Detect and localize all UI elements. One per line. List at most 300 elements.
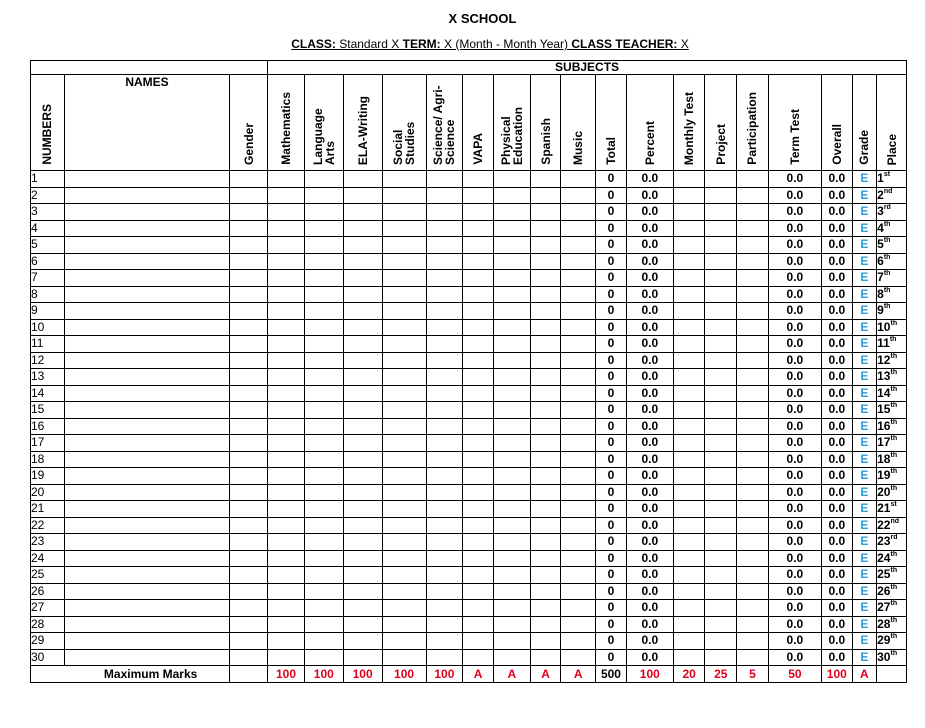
social-studies-cell[interactable] <box>382 369 426 386</box>
participation-cell[interactable] <box>737 501 769 518</box>
spanish-cell[interactable] <box>530 187 561 204</box>
mathematics-cell[interactable] <box>268 534 305 551</box>
music-cell[interactable] <box>561 187 596 204</box>
ela-writing-cell[interactable] <box>343 633 382 650</box>
monthly-test-cell[interactable] <box>673 253 705 270</box>
ela-writing-cell[interactable] <box>343 385 382 402</box>
monthly-test-cell[interactable] <box>673 435 705 452</box>
physical-education-cell[interactable] <box>493 286 530 303</box>
music-cell[interactable] <box>561 270 596 287</box>
ela-writing-cell[interactable] <box>343 517 382 534</box>
vapa-cell[interactable] <box>463 270 494 287</box>
project-cell[interactable] <box>705 616 737 633</box>
music-cell[interactable] <box>561 435 596 452</box>
mathematics-cell[interactable] <box>268 352 305 369</box>
music-cell[interactable] <box>561 319 596 336</box>
science-cell[interactable] <box>426 649 463 666</box>
social-studies-cell[interactable] <box>382 435 426 452</box>
science-cell[interactable] <box>426 451 463 468</box>
vapa-cell[interactable] <box>463 534 494 551</box>
name-cell[interactable] <box>64 286 230 303</box>
music-cell[interactable] <box>561 286 596 303</box>
vapa-cell[interactable] <box>463 402 494 419</box>
ela-writing-cell[interactable] <box>343 220 382 237</box>
social-studies-cell[interactable] <box>382 468 426 485</box>
science-cell[interactable] <box>426 534 463 551</box>
language-arts-cell[interactable] <box>304 583 343 600</box>
gender-cell[interactable] <box>230 583 268 600</box>
science-cell[interactable] <box>426 319 463 336</box>
social-studies-cell[interactable] <box>382 187 426 204</box>
mathematics-cell[interactable] <box>268 517 305 534</box>
spanish-cell[interactable] <box>530 484 561 501</box>
vapa-cell[interactable] <box>463 649 494 666</box>
social-studies-cell[interactable] <box>382 220 426 237</box>
monthly-test-cell[interactable] <box>673 484 705 501</box>
mathematics-cell[interactable] <box>268 253 305 270</box>
science-cell[interactable] <box>426 286 463 303</box>
vapa-cell[interactable] <box>463 171 494 188</box>
music-cell[interactable] <box>561 237 596 254</box>
gender-cell[interactable] <box>230 352 268 369</box>
monthly-test-cell[interactable] <box>673 187 705 204</box>
monthly-test-cell[interactable] <box>673 237 705 254</box>
language-arts-cell[interactable] <box>304 303 343 320</box>
gender-cell[interactable] <box>230 600 268 617</box>
science-cell[interactable] <box>426 435 463 452</box>
project-cell[interactable] <box>705 435 737 452</box>
music-cell[interactable] <box>561 402 596 419</box>
mathematics-cell[interactable] <box>268 237 305 254</box>
mathematics-cell[interactable] <box>268 649 305 666</box>
participation-cell[interactable] <box>737 649 769 666</box>
spanish-cell[interactable] <box>530 336 561 353</box>
social-studies-cell[interactable] <box>382 451 426 468</box>
gender-cell[interactable] <box>230 451 268 468</box>
gender-cell[interactable] <box>230 501 268 518</box>
spanish-cell[interactable] <box>530 435 561 452</box>
name-cell[interactable] <box>64 171 230 188</box>
physical-education-cell[interactable] <box>493 616 530 633</box>
gender-cell[interactable] <box>230 187 268 204</box>
vapa-cell[interactable] <box>463 600 494 617</box>
ela-writing-cell[interactable] <box>343 534 382 551</box>
vapa-cell[interactable] <box>463 286 494 303</box>
spanish-cell[interactable] <box>530 600 561 617</box>
spanish-cell[interactable] <box>530 567 561 584</box>
gender-cell[interactable] <box>230 402 268 419</box>
monthly-test-cell[interactable] <box>673 270 705 287</box>
music-cell[interactable] <box>561 253 596 270</box>
music-cell[interactable] <box>561 534 596 551</box>
language-arts-cell[interactable] <box>304 633 343 650</box>
music-cell[interactable] <box>561 385 596 402</box>
music-cell[interactable] <box>561 204 596 221</box>
social-studies-cell[interactable] <box>382 616 426 633</box>
mathematics-cell[interactable] <box>268 435 305 452</box>
project-cell[interactable] <box>705 501 737 518</box>
language-arts-cell[interactable] <box>304 435 343 452</box>
spanish-cell[interactable] <box>530 616 561 633</box>
mathematics-cell[interactable] <box>268 336 305 353</box>
language-arts-cell[interactable] <box>304 418 343 435</box>
monthly-test-cell[interactable] <box>673 385 705 402</box>
music-cell[interactable] <box>561 451 596 468</box>
spanish-cell[interactable] <box>530 517 561 534</box>
spanish-cell[interactable] <box>530 385 561 402</box>
ela-writing-cell[interactable] <box>343 303 382 320</box>
participation-cell[interactable] <box>737 484 769 501</box>
project-cell[interactable] <box>705 451 737 468</box>
ela-writing-cell[interactable] <box>343 402 382 419</box>
project-cell[interactable] <box>705 303 737 320</box>
spanish-cell[interactable] <box>530 171 561 188</box>
name-cell[interactable] <box>64 220 230 237</box>
name-cell[interactable] <box>64 550 230 567</box>
participation-cell[interactable] <box>737 171 769 188</box>
gender-cell[interactable] <box>230 237 268 254</box>
project-cell[interactable] <box>705 583 737 600</box>
participation-cell[interactable] <box>737 286 769 303</box>
language-arts-cell[interactable] <box>304 649 343 666</box>
music-cell[interactable] <box>561 352 596 369</box>
science-cell[interactable] <box>426 550 463 567</box>
music-cell[interactable] <box>561 567 596 584</box>
social-studies-cell[interactable] <box>382 600 426 617</box>
music-cell[interactable] <box>561 583 596 600</box>
participation-cell[interactable] <box>737 435 769 452</box>
monthly-test-cell[interactable] <box>673 336 705 353</box>
vapa-cell[interactable] <box>463 468 494 485</box>
social-studies-cell[interactable] <box>382 303 426 320</box>
name-cell[interactable] <box>64 270 230 287</box>
project-cell[interactable] <box>705 352 737 369</box>
language-arts-cell[interactable] <box>304 484 343 501</box>
physical-education-cell[interactable] <box>493 435 530 452</box>
spanish-cell[interactable] <box>530 534 561 551</box>
gender-cell[interactable] <box>230 534 268 551</box>
monthly-test-cell[interactable] <box>673 303 705 320</box>
name-cell[interactable] <box>64 187 230 204</box>
science-cell[interactable] <box>426 633 463 650</box>
music-cell[interactable] <box>561 600 596 617</box>
project-cell[interactable] <box>705 517 737 534</box>
physical-education-cell[interactable] <box>493 484 530 501</box>
social-studies-cell[interactable] <box>382 336 426 353</box>
name-cell[interactable] <box>64 600 230 617</box>
project-cell[interactable] <box>705 600 737 617</box>
name-cell[interactable] <box>64 336 230 353</box>
mathematics-cell[interactable] <box>268 451 305 468</box>
physical-education-cell[interactable] <box>493 319 530 336</box>
participation-cell[interactable] <box>737 468 769 485</box>
mathematics-cell[interactable] <box>268 319 305 336</box>
vapa-cell[interactable] <box>463 303 494 320</box>
social-studies-cell[interactable] <box>382 270 426 287</box>
music-cell[interactable] <box>561 303 596 320</box>
participation-cell[interactable] <box>737 616 769 633</box>
participation-cell[interactable] <box>737 352 769 369</box>
project-cell[interactable] <box>705 237 737 254</box>
science-cell[interactable] <box>426 352 463 369</box>
mathematics-cell[interactable] <box>268 567 305 584</box>
social-studies-cell[interactable] <box>382 517 426 534</box>
music-cell[interactable] <box>561 550 596 567</box>
monthly-test-cell[interactable] <box>673 171 705 188</box>
name-cell[interactable] <box>64 501 230 518</box>
gender-cell[interactable] <box>230 633 268 650</box>
music-cell[interactable] <box>561 418 596 435</box>
gender-cell[interactable] <box>230 336 268 353</box>
name-cell[interactable] <box>64 402 230 419</box>
music-cell[interactable] <box>561 220 596 237</box>
social-studies-cell[interactable] <box>382 402 426 419</box>
physical-education-cell[interactable] <box>493 204 530 221</box>
social-studies-cell[interactable] <box>382 352 426 369</box>
mathematics-cell[interactable] <box>268 583 305 600</box>
spanish-cell[interactable] <box>530 649 561 666</box>
physical-education-cell[interactable] <box>493 171 530 188</box>
project-cell[interactable] <box>705 336 737 353</box>
mathematics-cell[interactable] <box>268 369 305 386</box>
name-cell[interactable] <box>64 484 230 501</box>
participation-cell[interactable] <box>737 336 769 353</box>
gender-cell[interactable] <box>230 435 268 452</box>
gender-cell[interactable] <box>230 369 268 386</box>
name-cell[interactable] <box>64 649 230 666</box>
ela-writing-cell[interactable] <box>343 336 382 353</box>
participation-cell[interactable] <box>737 451 769 468</box>
music-cell[interactable] <box>561 369 596 386</box>
social-studies-cell[interactable] <box>382 385 426 402</box>
spanish-cell[interactable] <box>530 220 561 237</box>
ela-writing-cell[interactable] <box>343 319 382 336</box>
name-cell[interactable] <box>64 253 230 270</box>
participation-cell[interactable] <box>737 534 769 551</box>
spanish-cell[interactable] <box>530 303 561 320</box>
gender-cell[interactable] <box>230 204 268 221</box>
participation-cell[interactable] <box>737 583 769 600</box>
language-arts-cell[interactable] <box>304 501 343 518</box>
ela-writing-cell[interactable] <box>343 616 382 633</box>
physical-education-cell[interactable] <box>493 649 530 666</box>
vapa-cell[interactable] <box>463 583 494 600</box>
vapa-cell[interactable] <box>463 237 494 254</box>
ela-writing-cell[interactable] <box>343 418 382 435</box>
language-arts-cell[interactable] <box>304 402 343 419</box>
name-cell[interactable] <box>64 583 230 600</box>
mathematics-cell[interactable] <box>268 171 305 188</box>
vapa-cell[interactable] <box>463 352 494 369</box>
name-cell[interactable] <box>64 303 230 320</box>
name-cell[interactable] <box>64 418 230 435</box>
social-studies-cell[interactable] <box>382 633 426 650</box>
physical-education-cell[interactable] <box>493 336 530 353</box>
social-studies-cell[interactable] <box>382 319 426 336</box>
participation-cell[interactable] <box>737 567 769 584</box>
vapa-cell[interactable] <box>463 336 494 353</box>
participation-cell[interactable] <box>737 402 769 419</box>
vapa-cell[interactable] <box>463 567 494 584</box>
monthly-test-cell[interactable] <box>673 402 705 419</box>
music-cell[interactable] <box>561 171 596 188</box>
gender-cell[interactable] <box>230 550 268 567</box>
ela-writing-cell[interactable] <box>343 567 382 584</box>
monthly-test-cell[interactable] <box>673 204 705 221</box>
ela-writing-cell[interactable] <box>343 204 382 221</box>
vapa-cell[interactable] <box>463 319 494 336</box>
social-studies-cell[interactable] <box>382 253 426 270</box>
science-cell[interactable] <box>426 303 463 320</box>
ela-writing-cell[interactable] <box>343 237 382 254</box>
language-arts-cell[interactable] <box>304 253 343 270</box>
science-cell[interactable] <box>426 600 463 617</box>
physical-education-cell[interactable] <box>493 352 530 369</box>
participation-cell[interactable] <box>737 237 769 254</box>
gender-cell[interactable] <box>230 220 268 237</box>
ela-writing-cell[interactable] <box>343 550 382 567</box>
participation-cell[interactable] <box>737 600 769 617</box>
monthly-test-cell[interactable] <box>673 451 705 468</box>
spanish-cell[interactable] <box>530 468 561 485</box>
social-studies-cell[interactable] <box>382 484 426 501</box>
science-cell[interactable] <box>426 220 463 237</box>
language-arts-cell[interactable] <box>304 534 343 551</box>
mathematics-cell[interactable] <box>268 616 305 633</box>
language-arts-cell[interactable] <box>304 600 343 617</box>
science-cell[interactable] <box>426 187 463 204</box>
name-cell[interactable] <box>64 435 230 452</box>
physical-education-cell[interactable] <box>493 468 530 485</box>
project-cell[interactable] <box>705 187 737 204</box>
monthly-test-cell[interactable] <box>673 534 705 551</box>
mathematics-cell[interactable] <box>268 600 305 617</box>
project-cell[interactable] <box>705 633 737 650</box>
project-cell[interactable] <box>705 649 737 666</box>
gender-cell[interactable] <box>230 567 268 584</box>
science-cell[interactable] <box>426 385 463 402</box>
science-cell[interactable] <box>426 468 463 485</box>
music-cell[interactable] <box>561 484 596 501</box>
language-arts-cell[interactable] <box>304 468 343 485</box>
mathematics-cell[interactable] <box>268 484 305 501</box>
language-arts-cell[interactable] <box>304 204 343 221</box>
music-cell[interactable] <box>561 616 596 633</box>
vapa-cell[interactable] <box>463 484 494 501</box>
music-cell[interactable] <box>561 649 596 666</box>
physical-education-cell[interactable] <box>493 600 530 617</box>
social-studies-cell[interactable] <box>382 567 426 584</box>
gender-cell[interactable] <box>230 385 268 402</box>
participation-cell[interactable] <box>737 270 769 287</box>
mathematics-cell[interactable] <box>268 418 305 435</box>
name-cell[interactable] <box>64 237 230 254</box>
monthly-test-cell[interactable] <box>673 550 705 567</box>
monthly-test-cell[interactable] <box>673 517 705 534</box>
participation-cell[interactable] <box>737 220 769 237</box>
mathematics-cell[interactable] <box>268 501 305 518</box>
vapa-cell[interactable] <box>463 220 494 237</box>
spanish-cell[interactable] <box>530 352 561 369</box>
participation-cell[interactable] <box>737 550 769 567</box>
project-cell[interactable] <box>705 468 737 485</box>
gender-cell[interactable] <box>230 303 268 320</box>
participation-cell[interactable] <box>737 418 769 435</box>
physical-education-cell[interactable] <box>493 567 530 584</box>
vapa-cell[interactable] <box>463 435 494 452</box>
physical-education-cell[interactable] <box>493 550 530 567</box>
science-cell[interactable] <box>426 171 463 188</box>
language-arts-cell[interactable] <box>304 237 343 254</box>
name-cell[interactable] <box>64 534 230 551</box>
ela-writing-cell[interactable] <box>343 484 382 501</box>
participation-cell[interactable] <box>737 369 769 386</box>
spanish-cell[interactable] <box>530 550 561 567</box>
music-cell[interactable] <box>561 633 596 650</box>
name-cell[interactable] <box>64 204 230 221</box>
ela-writing-cell[interactable] <box>343 352 382 369</box>
vapa-cell[interactable] <box>463 616 494 633</box>
social-studies-cell[interactable] <box>382 286 426 303</box>
spanish-cell[interactable] <box>530 501 561 518</box>
physical-education-cell[interactable] <box>493 501 530 518</box>
spanish-cell[interactable] <box>530 402 561 419</box>
ela-writing-cell[interactable] <box>343 369 382 386</box>
ela-writing-cell[interactable] <box>343 286 382 303</box>
mathematics-cell[interactable] <box>268 204 305 221</box>
language-arts-cell[interactable] <box>304 369 343 386</box>
spanish-cell[interactable] <box>530 253 561 270</box>
mathematics-cell[interactable] <box>268 550 305 567</box>
spanish-cell[interactable] <box>530 451 561 468</box>
name-cell[interactable] <box>64 451 230 468</box>
science-cell[interactable] <box>426 253 463 270</box>
vapa-cell[interactable] <box>463 633 494 650</box>
physical-education-cell[interactable] <box>493 253 530 270</box>
social-studies-cell[interactable] <box>382 550 426 567</box>
music-cell[interactable] <box>561 468 596 485</box>
science-cell[interactable] <box>426 204 463 221</box>
physical-education-cell[interactable] <box>493 534 530 551</box>
physical-education-cell[interactable] <box>493 369 530 386</box>
participation-cell[interactable] <box>737 204 769 221</box>
language-arts-cell[interactable] <box>304 517 343 534</box>
spanish-cell[interactable] <box>530 369 561 386</box>
physical-education-cell[interactable] <box>493 187 530 204</box>
social-studies-cell[interactable] <box>382 583 426 600</box>
science-cell[interactable] <box>426 484 463 501</box>
music-cell[interactable] <box>561 517 596 534</box>
participation-cell[interactable] <box>737 253 769 270</box>
social-studies-cell[interactable] <box>382 204 426 221</box>
vapa-cell[interactable] <box>463 418 494 435</box>
social-studies-cell[interactable] <box>382 534 426 551</box>
monthly-test-cell[interactable] <box>673 583 705 600</box>
social-studies-cell[interactable] <box>382 418 426 435</box>
spanish-cell[interactable] <box>530 583 561 600</box>
project-cell[interactable] <box>705 484 737 501</box>
name-cell[interactable] <box>64 385 230 402</box>
project-cell[interactable] <box>705 418 737 435</box>
name-cell[interactable] <box>64 567 230 584</box>
monthly-test-cell[interactable] <box>673 567 705 584</box>
monthly-test-cell[interactable] <box>673 468 705 485</box>
science-cell[interactable] <box>426 418 463 435</box>
monthly-test-cell[interactable] <box>673 501 705 518</box>
science-cell[interactable] <box>426 270 463 287</box>
ela-writing-cell[interactable] <box>343 583 382 600</box>
monthly-test-cell[interactable] <box>673 352 705 369</box>
